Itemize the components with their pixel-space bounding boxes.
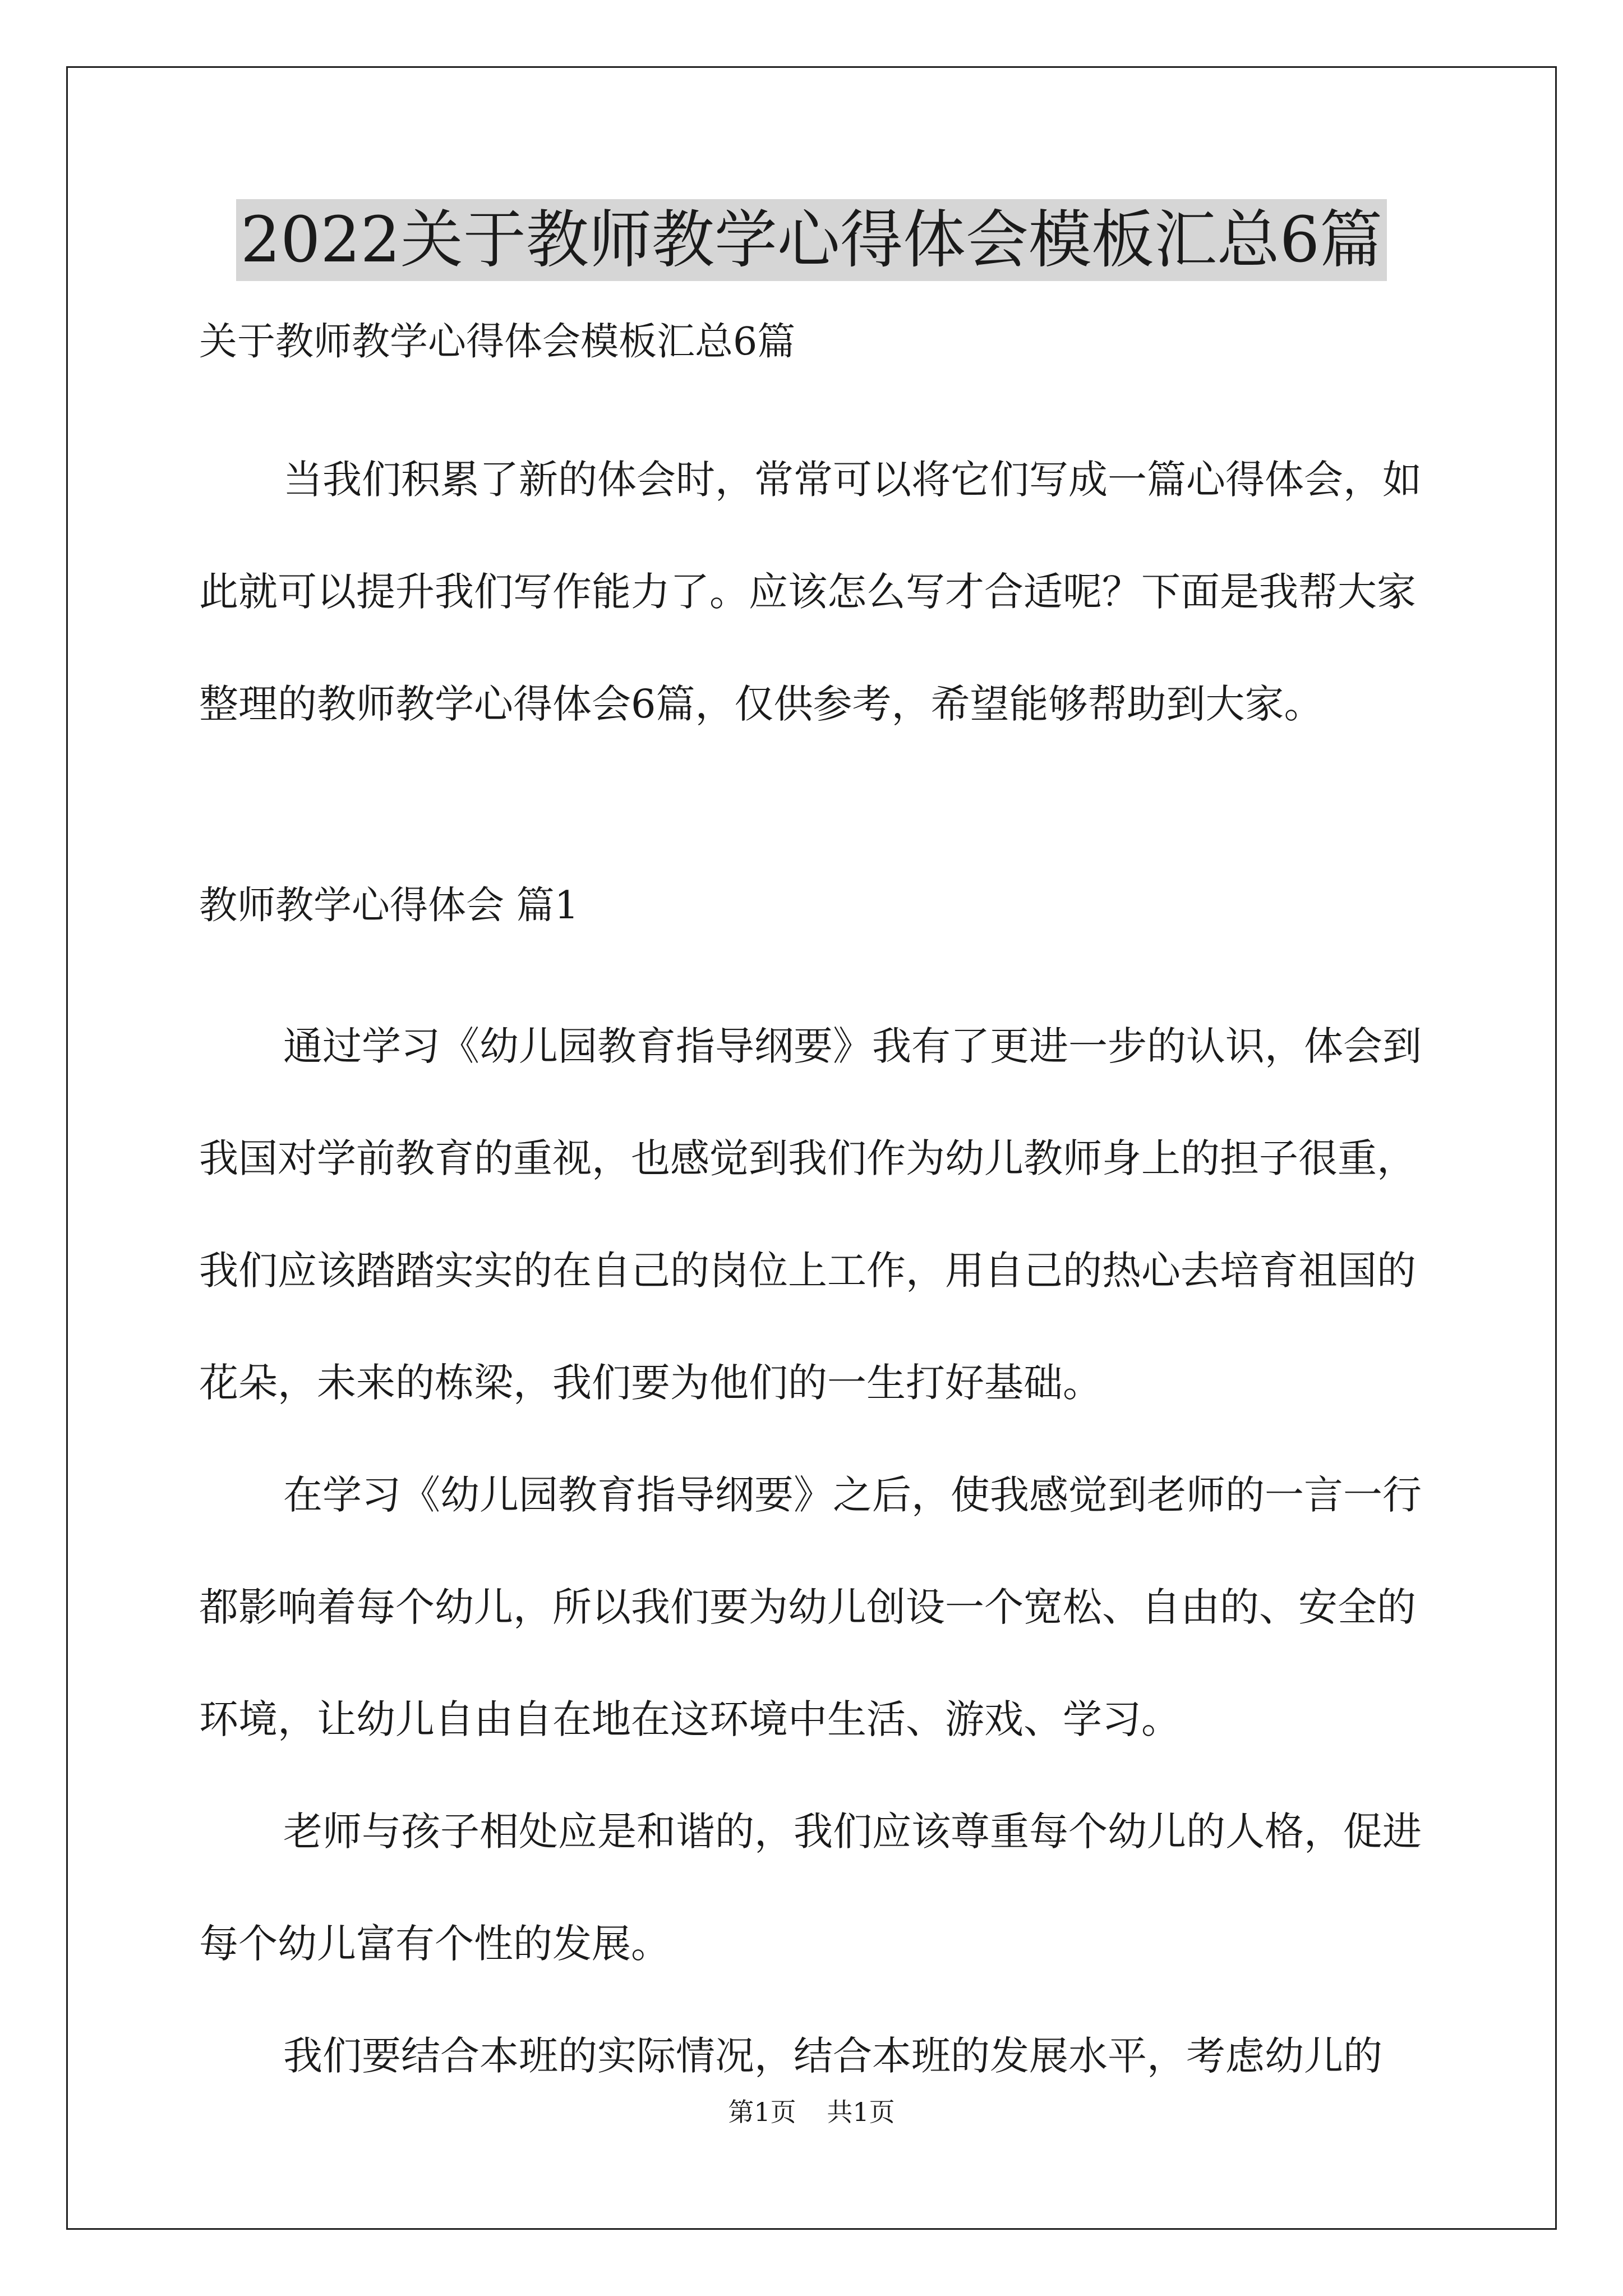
document-title: 2022关于教师教学心得体会模板汇总6篇 — [236, 199, 1387, 281]
intro-paragraph: 当我们积累了新的体会时，常常可以将它们写成一篇心得体会，如此就可以提升我们写作能力了。应该怎么写才合适呢？下面是我帮大家整理的教师教学心得体会6篇，仅供参考，希望能够帮助到大家。 — [199, 457, 1422, 727]
body-paragraph: 通过学习《幼儿园教育指导纲要》我有了更进一步的认识，体会到我国对学前教育的重视，也感觉到我们作为幼儿教师身上的担子很重，我们应该踏踏实实的在自己的岗位上工作，用自己的热心去培育祖国的花朵，未来的栋梁，我们要为他们的一生打好基础。 — [199, 1023, 1422, 1406]
body-paragraph: 我们要结合本班的实际情况，结合本班的发展水平，考虑幼儿的 — [283, 2033, 1382, 2079]
page-number-current: 第1页 — [728, 2097, 796, 2127]
body-paragraph: 老师与孩子相处应是和谐的，我们应该尊重每个幼儿的人格，促进每个幼儿富有个性的发展。 — [199, 1809, 1422, 1967]
page-footer — [0, 2095, 1623, 2129]
document-subtitle: 关于教师教学心得体会模板汇总6篇 — [199, 320, 796, 364]
body-paragraph: 在学习《幼儿园教育指导纲要》之后，使我感觉到老师的一言一行都影响着每个幼儿，所以我们要为幼儿创设一个宽松、自由的、安全的环境，让幼儿自由自在地在这环境中生活、游戏、学习。 — [199, 1472, 1422, 1742]
document-body — [199, 314, 1433, 2112]
section-heading: 教师教学心得体会 篇1 — [199, 884, 579, 928]
title-container — [0, 199, 1623, 281]
page-number-total: 共1页 — [827, 2097, 895, 2127]
